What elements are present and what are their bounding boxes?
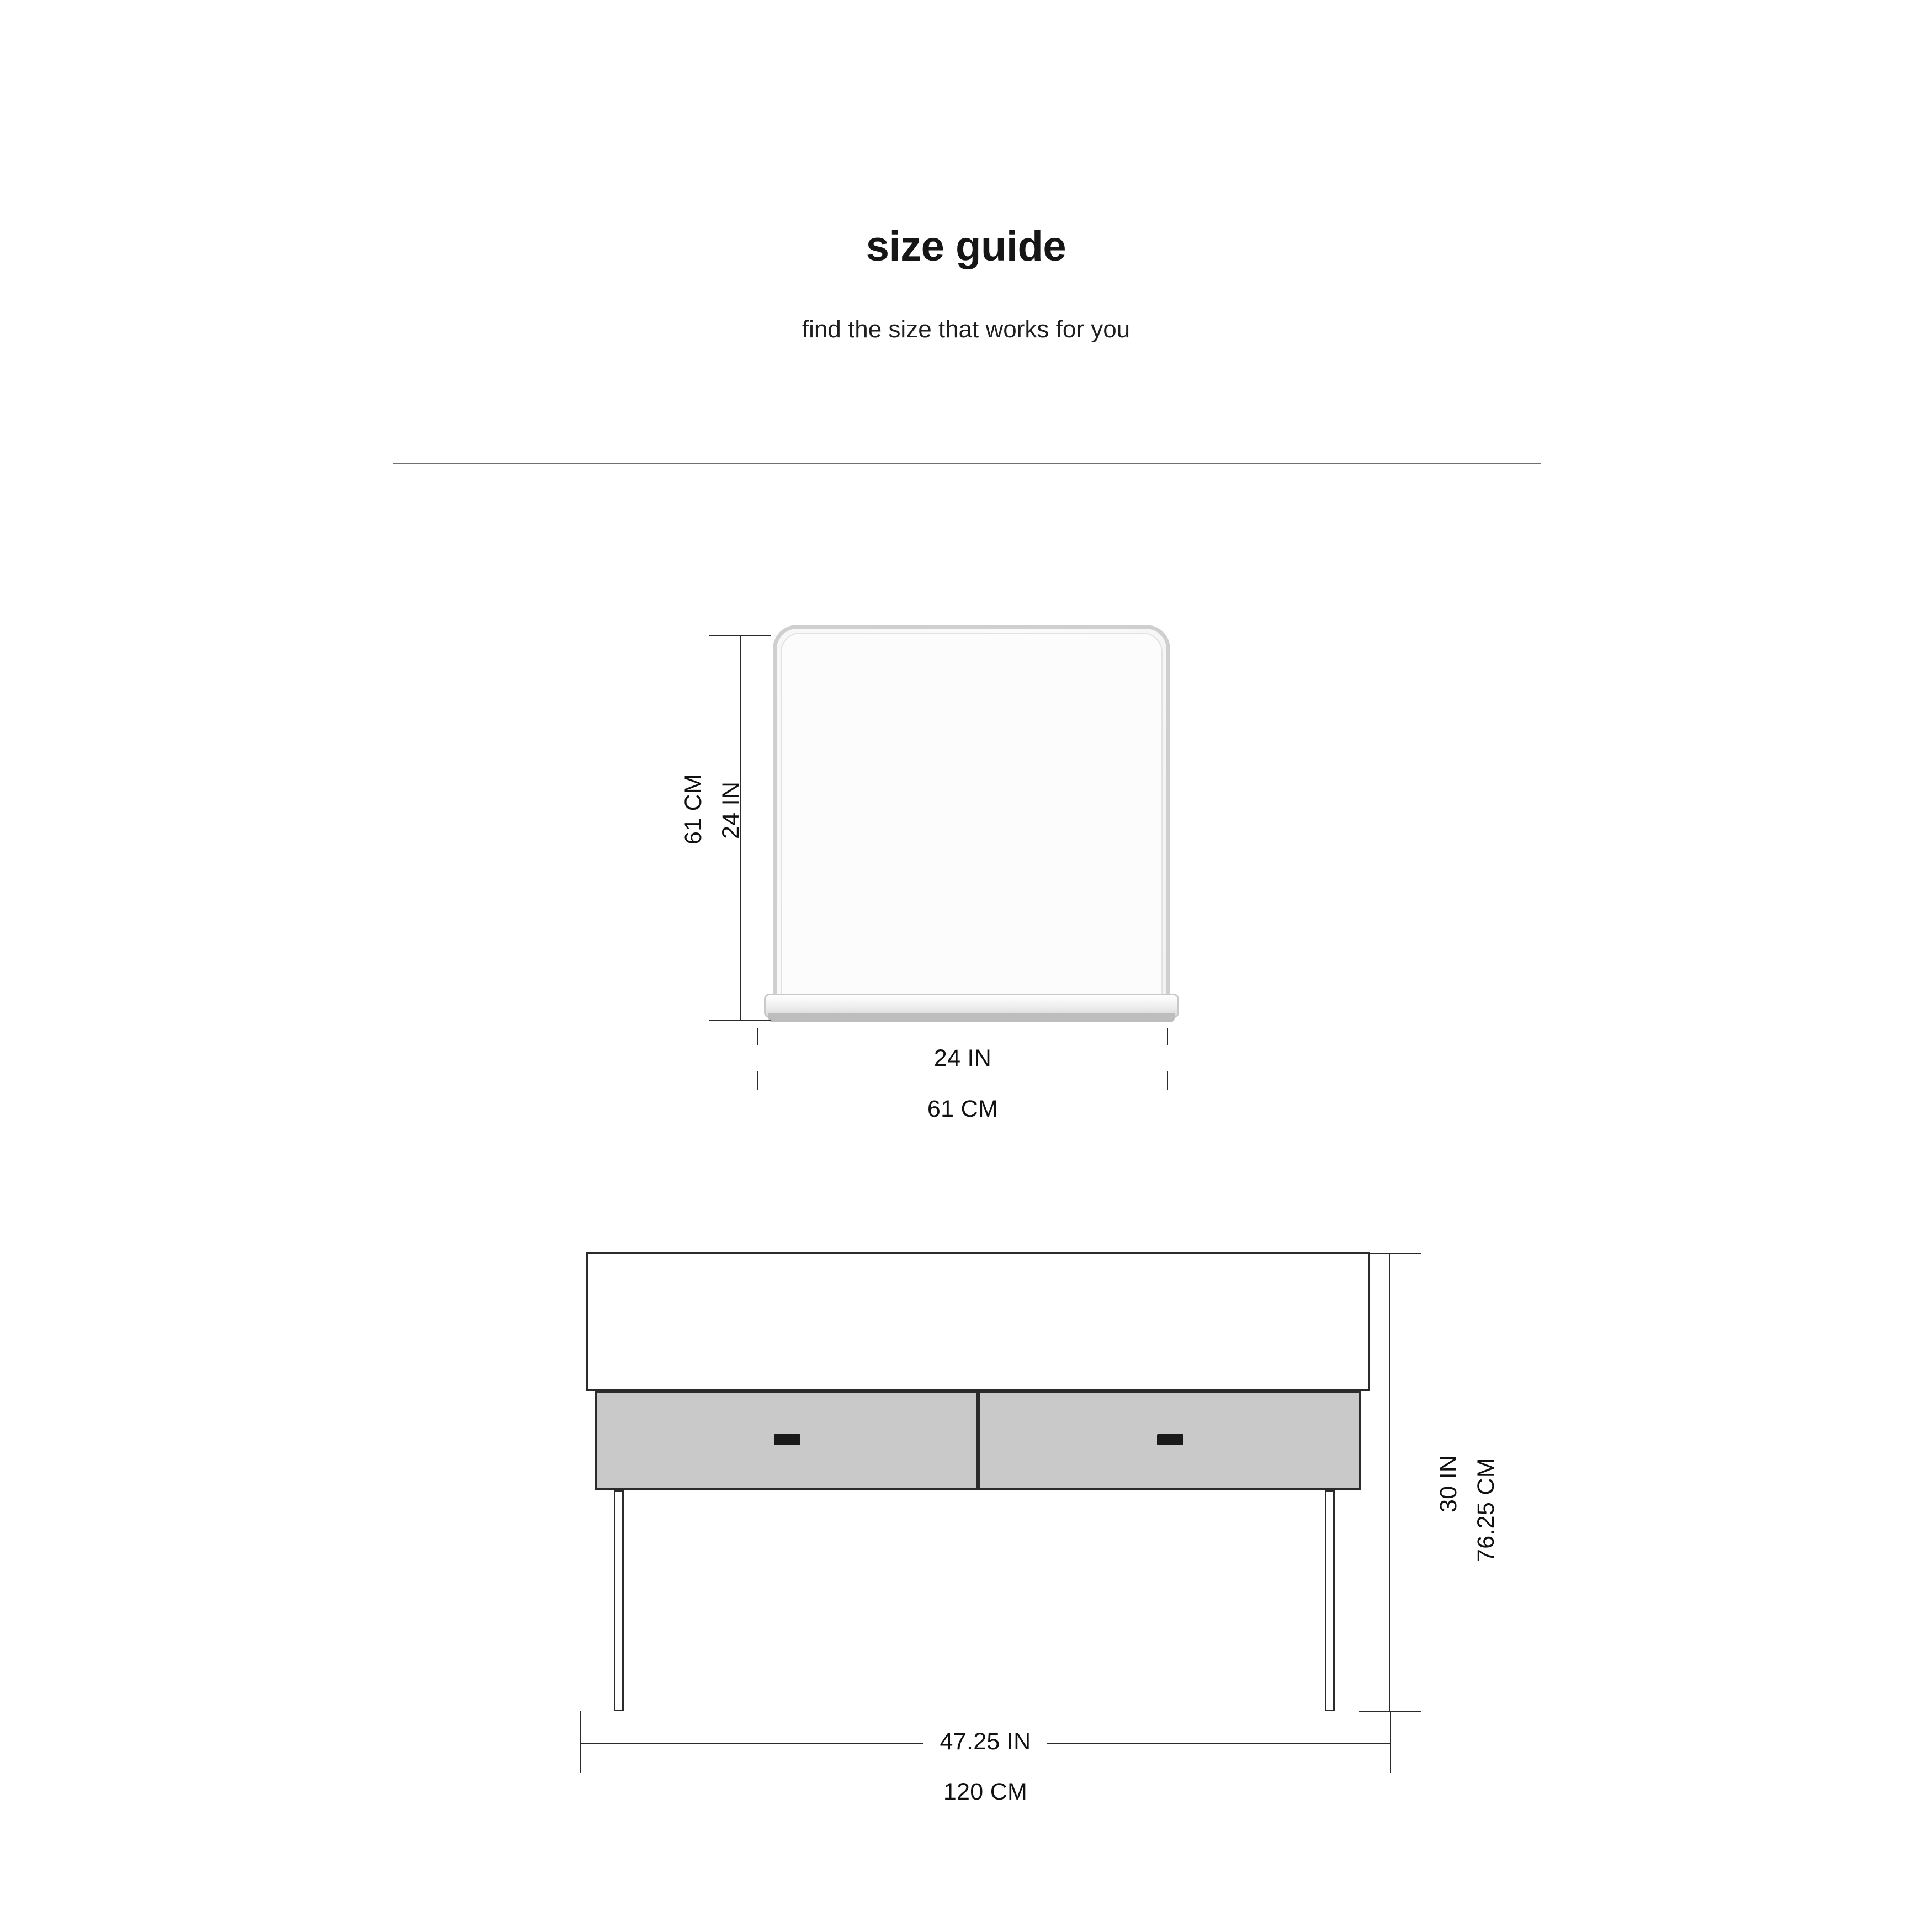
mirror-width-label-in-wrap (757, 1045, 1168, 1071)
mirror-shelf-lip (768, 1013, 1175, 1022)
mirror-height-label-in: 24 IN (718, 781, 744, 839)
mirror-height-tick-top (709, 635, 771, 636)
console-height-label-in: 30 IN (1435, 1455, 1462, 1512)
mirror-height-label-cm: 61 CM (680, 773, 707, 845)
console-top-box (586, 1252, 1370, 1391)
console-width-label-in: 47.25 IN (923, 1728, 1048, 1755)
mirror-width-label-in: 24 IN (919, 1045, 1007, 1071)
mirror-glass (781, 633, 1163, 1004)
console-height-label-cm: 76.25 CM (1473, 1458, 1499, 1562)
table-leg-right (1325, 1490, 1335, 1711)
mirror-height-tick-bottom (709, 1020, 771, 1021)
page-subtitle: find the size that works for you (802, 315, 1130, 343)
header-divider (393, 463, 1541, 464)
mirror-width-label-cm-wrap (757, 1096, 1168, 1122)
console-height-dimension-line (1389, 1253, 1390, 1711)
page-header (0, 0, 1932, 343)
drawer-handle-right-icon (1157, 1434, 1183, 1445)
console-width-label-in-wrap (580, 1728, 1391, 1755)
table-leg-left (614, 1490, 624, 1711)
console-height-tick-top (1359, 1253, 1421, 1254)
drawer-handle-left-icon (774, 1434, 800, 1445)
mirror-width-label-cm: 61 CM (927, 1096, 999, 1122)
console-width-label-cm-wrap (580, 1779, 1391, 1805)
page-title: size guide (866, 223, 1066, 270)
console-width-label-cm: 120 CM (943, 1779, 1028, 1805)
